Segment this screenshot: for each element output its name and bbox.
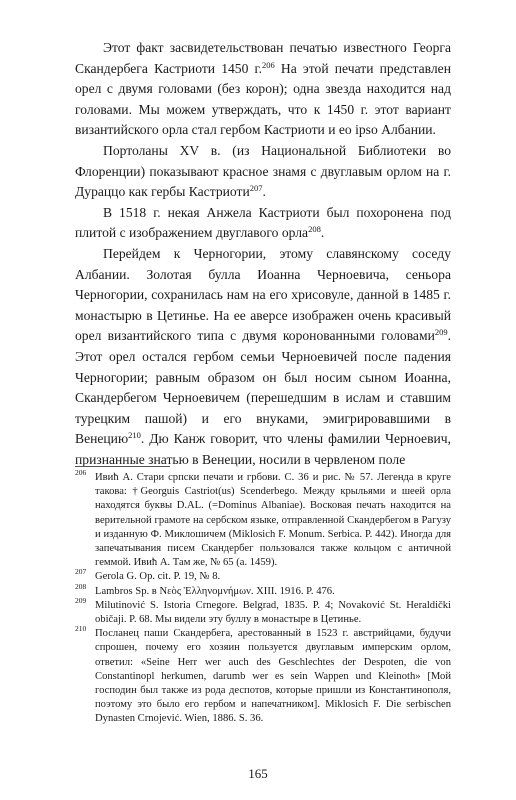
paragraph-4-text-end: . Дю Канж говорит, что члены фамилии Черноевич, признанные знатью в Венеции, носили в червленом поле xyxy=(75,431,451,467)
paragraph-1-text-cont: На этой печати представлен орел с двумя головами (без корон); одна звезда находится над головами. Мы можем утверждать, что к 1450 г. этот вариант византийского орла стал гербом Кастриоти и ео ipso Албании. xyxy=(75,60,451,138)
paragraph-4 xyxy=(75,244,451,471)
footnote-206 xyxy=(75,468,451,570)
footnotes xyxy=(75,468,451,727)
footnote-number: 209 xyxy=(75,595,87,605)
footnote-divider xyxy=(75,466,170,467)
footnote-ref-208: 208 xyxy=(308,224,321,235)
footnote-text: Lambros Sp. в Νεὸς Ἑλληνομνήμων. XIII. 1916. P. 476. xyxy=(95,585,335,597)
main-text xyxy=(75,38,451,470)
footnote-207 xyxy=(75,567,451,584)
footnote-ref-207: 207 xyxy=(249,183,263,194)
paragraph-2 xyxy=(75,141,451,203)
footnote-number: 206 xyxy=(75,468,87,477)
paragraph-3-text: В 1518 г. некая Анжела Кастриоти был похоронена под плитой с изображением двуглавого орла xyxy=(75,204,451,241)
footnote-210 xyxy=(75,624,451,726)
footnote-text: Milutinović S. Istoria Crnegore. Belgrad, 1835. P. 4; Novaković St. Heraldički običaji. P. 68. Мы видели эту буллу в монастыре в Цетинье. xyxy=(95,599,451,626)
paragraph-1-text: Этот факт засвидетельствован печатью известного Георга Скандербега Кастриоти 1450 г. xyxy=(75,40,451,76)
paragraph-1 xyxy=(75,38,451,141)
footnote-ref-209: 209 xyxy=(434,327,448,338)
footnote-number: 208 xyxy=(75,581,87,591)
paragraph-3-text-cont: . xyxy=(320,225,325,241)
paragraph-2-text: Портоланы XV в. (из Национальной Библиотеки во Флоренции) показывают красное знамя с двуглавым орлом на г. Дураццо как гербы Кастриоти xyxy=(75,142,451,200)
footnote-ref-210: 210 xyxy=(128,430,141,441)
footnote-number: 207 xyxy=(75,567,87,577)
paragraph-3 xyxy=(75,203,451,244)
paragraph-4-text-cont: . Этот орел остался гербом семьи Черноевичей после падения Черногории; равным образом он был носим сыном Иоанна, Скандербегом Черноевичем (перешедшим в ислам и ставшим турецким пашой) и его внуками, эмигрировавшими в Венецию xyxy=(75,328,451,447)
footnote-208 xyxy=(75,581,451,599)
footnote-text: Ивић А. Стари српски печати и грбови. С. 36 и рис. № 57. Легенда в круге такова: †Georguis Castriot(us) Scenderbego. Между крыльями и шеей орла находятся буквы D.AL. (=Dominus Albaniae). Восковая печать находится на верительной грамоте на сербском языке, отправленной Скандербегом в Рагузу и изданную Ф. Миклошичем (Miklosich F. Monum. Serbica. P. 442). Иногда для запечатывания писем Скандербег пользовался также кольцом с античной геммой. Ивић А. Там же, № 65 (а. 1459). xyxy=(95,472,451,569)
footnote-text: Посланец паши Скандербега, арестованный в 1523 г. австрийцами, будучи спрошен, почему его хозяин пользуется двуглавым имперским орлом, ответил: «Seine Herr wer auch des Geschlechtes der Despoten, die von Constantinopl herkumen, darumb wer es sein Wappen und Kleinoth» [Мой господин был также из рода деспотов, которые пришли из Константинополя, поэтому это было его гербом и напечатником]. Miklosich F. Die serbischen Dynasten Crnojević. Wien, 1886. S. 36. xyxy=(95,628,451,725)
footnote-text: Gerola G. Op. cit. P. 19, № 8. xyxy=(95,571,221,583)
paragraph-4-text: Перейдем к Черногории, этому славянскому соседу Албании. Золотая булла Иоанна Черноевича, сеньора Черногории, сохранилась нам на его хрисовуле, данной в 1485 г. монастырю в Цетинье. На ее аверсе изображен очень красивый орел византийского типа с двумя коронованными головами xyxy=(75,245,451,344)
paragraph-2-text-cont: . xyxy=(262,184,266,200)
footnote-ref-206: 206 xyxy=(262,59,275,70)
footnote-number: 210 xyxy=(75,624,87,634)
footnote-209 xyxy=(75,595,451,627)
page-number: 165 xyxy=(248,766,268,781)
